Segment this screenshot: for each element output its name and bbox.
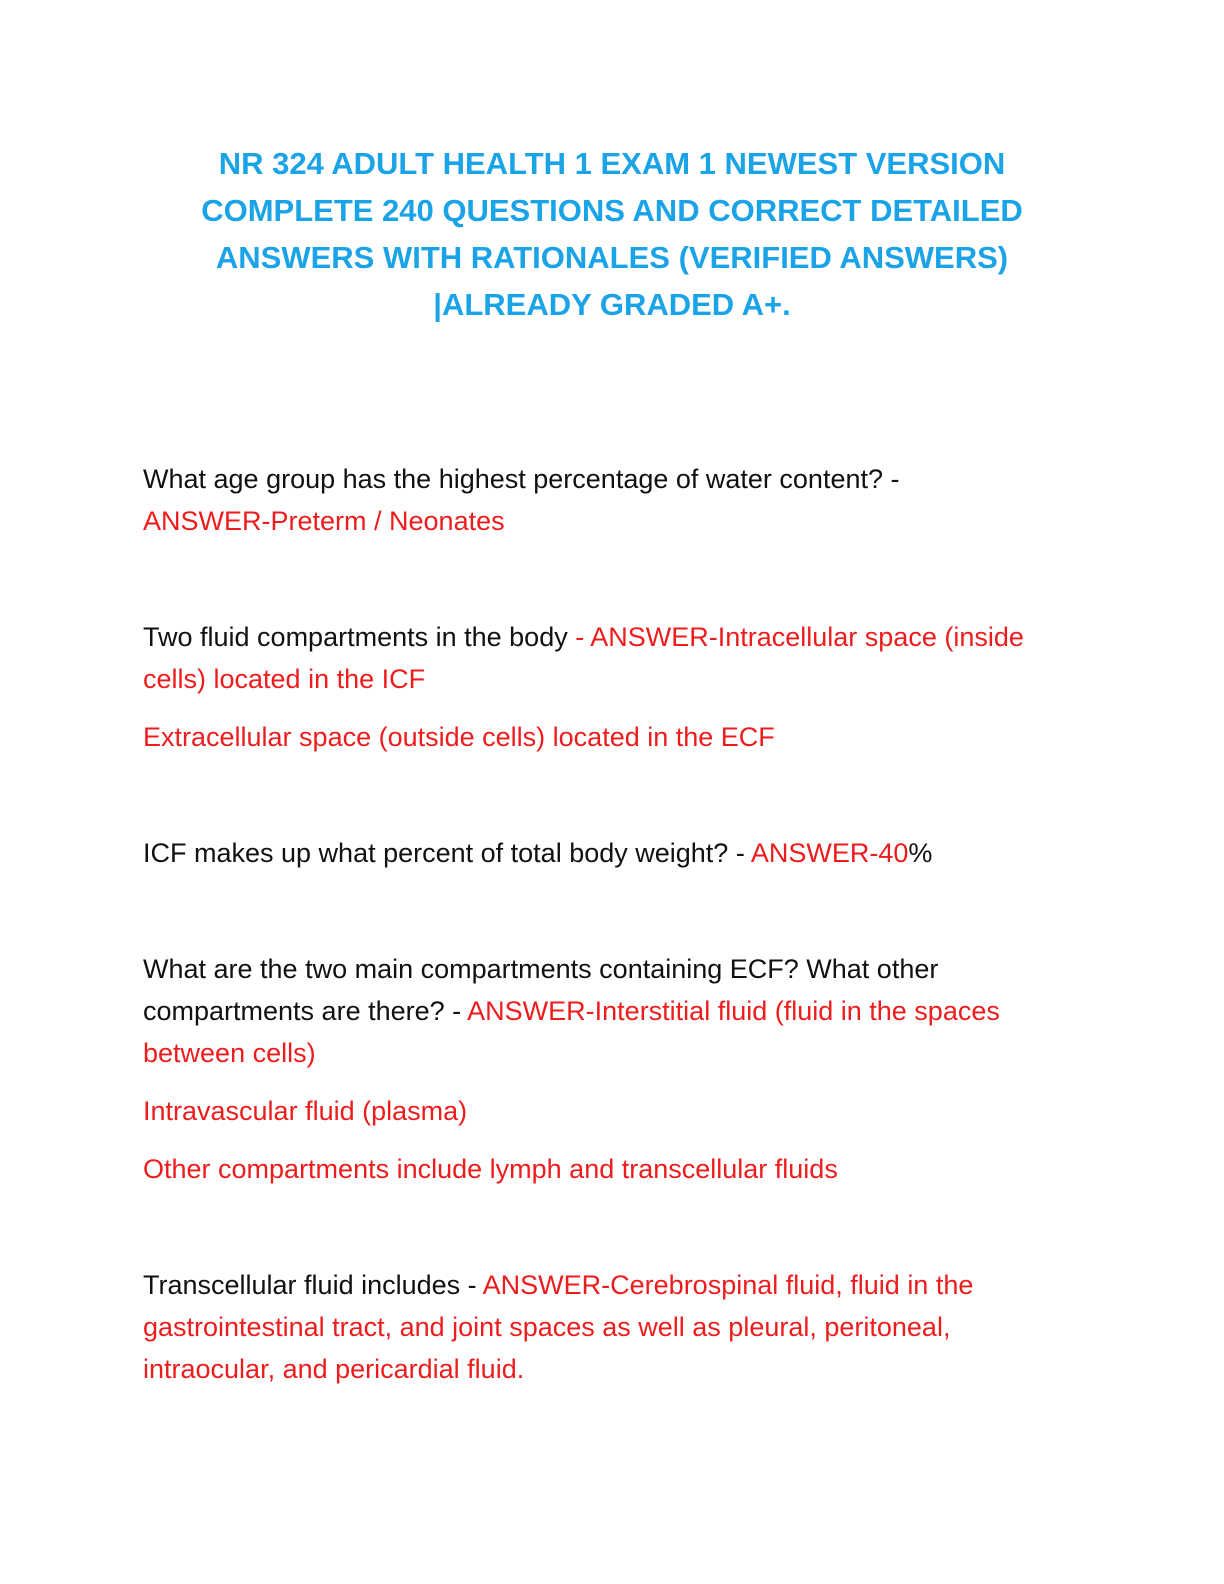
answer-text: ANSWER-Interstitial fluid (fluid in the spaces between cells) [143,996,1000,1068]
question-text: What age group has the highest percentage of water content? - [143,464,900,494]
title-line: COMPLETE 240 QUESTIONS AND CORRECT DETAILED [201,193,1023,228]
answer-text: ANSWER-Cerebrospinal fluid, fluid in the gastrointestinal tract, and joint spaces as well as pleural, peritoneal, intraocular, and pericardial fluid. [143,1270,974,1384]
question-text: Two fluid compartments in the body [143,622,576,652]
title-line: NR 324 ADULT HEALTH 1 EXAM 1 NEWEST VERSION [218,146,1006,181]
qa-item [143,458,1063,542]
answer-text: - ANSWER-Intracellular space (inside cells) located in the ICF [143,622,1024,694]
document-title [150,140,1074,328]
answer-extra-text: Intravascular fluid (plasma) [143,1096,468,1126]
answer-text: ANSWER-40 [750,838,909,868]
title-line: |ALREADY GRADED A+. [433,287,791,322]
qa-list [143,458,1063,1390]
qa-item [143,616,1063,700]
title-line: ANSWERS WITH RATIONALES (VERIFIED ANSWERS) [215,240,1009,275]
qa-item [143,1264,1063,1390]
question-text: Transcellular fluid includes - [143,1270,483,1300]
qa-item [143,832,1063,874]
answer-text: ANSWER-Preterm / Neonates [143,506,505,536]
answer-suffix: % [908,838,933,868]
qa-item [143,948,1063,1074]
answer-extra-text: Other compartments include lymph and transcellular fluids [143,1154,838,1184]
answer-extra-text: Extracellular space (outside cells) located in the ECF [143,722,775,752]
question-text: ICF makes up what percent of total body weight? - [143,838,751,868]
question-text: What are the two main compartments containing ECF? What other compartments are there? - [143,954,939,1026]
